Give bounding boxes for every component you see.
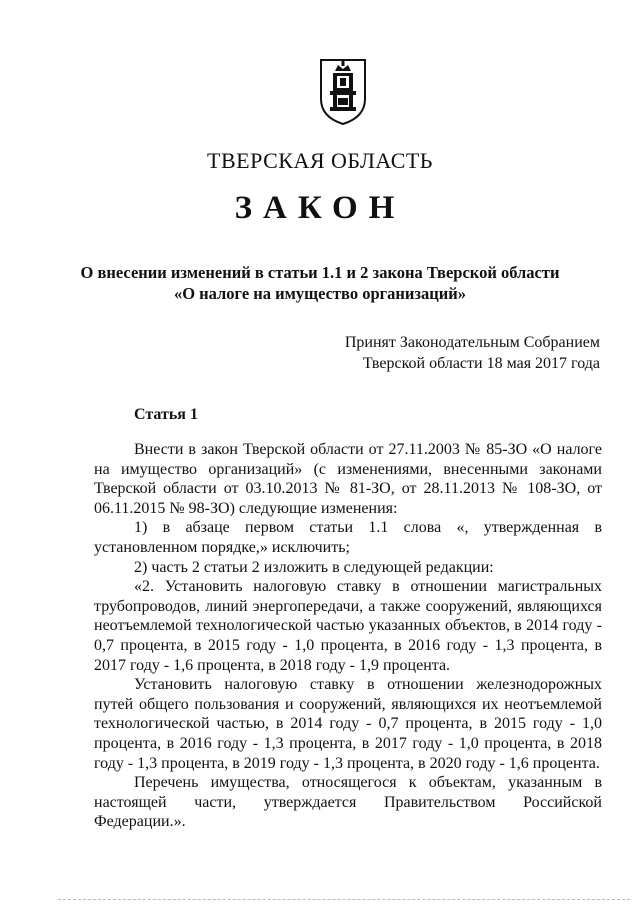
article-paragraph: Внести в закон Тверской области от 27.11.2003 № 85-ЗО «О налоге на имущество организаций» (с изменениями, внесенными законами Тверской области от 03.10.2013 № 81-ЗО, от 28.11.2013 № 108-ЗО, от 06.11.2015 № 98-ЗО) следующие изменения:: [94, 441, 602, 517]
adoption-line-2: Тверской области 18 мая 2017 года: [362, 355, 600, 372]
adoption-note: [345, 332, 600, 374]
document-type-heading: ЗАКОН: [234, 190, 406, 226]
article-body: [94, 440, 602, 832]
coat-of-arms-icon: [318, 57, 368, 127]
article-title: Статья 1: [134, 406, 198, 423]
article-paragraph: «2. Установить налоговую ставку в отношении магистральных трубопроводов, линий энергопередачи, а также сооружений, являющихся неотъемлемой технологической частью указанных объектов, в 2014 году - 0,7 процента, в 2015 году - 1,0 процента, в 2016 году - 1,3 процента, в 2017 году - 1,6 процента, в 2018 году - 1,9 процента.: [94, 578, 602, 674]
page-bottom-divider: [58, 899, 630, 900]
law-subject: [0, 262, 640, 304]
article-paragraph: Установить налоговую ставку в отношении железнодорожных путей общего пользования и сооружений, являющихся их неотъемлемой технологической частью, в 2014 году - 0,7 процента, в 2015 году - 1,0 процента, в 2016 году - 1,3 процента, в 2017 году - 1,0 процента, в 2018 году - 1,3 процента, в 2019 году - 1,3 процента, в 2020 году - 1,6 процента.: [94, 676, 602, 772]
adoption-line-1: Принят Законодательным Собранием: [344, 334, 600, 351]
article-paragraph: 2) часть 2 статьи 2 изложить в следующей редакции:: [134, 558, 494, 576]
law-subject-line-2: «О налоге на имущество организаций»: [173, 284, 467, 303]
article-paragraph: Перечень имущества, относящегося к объектам, указанным в настоящей части, утверждается Правительством Российской Федерации.».: [94, 774, 602, 831]
region-heading: ТВЕРСКАЯ ОБЛАСТЬ: [207, 148, 433, 173]
law-subject-line-1: О внесении изменений в статьи 1.1 и 2 закона Тверской области: [80, 263, 560, 282]
article-paragraph: 1) в абзаце первом статьи 1.1 слова «, утвержденная в установленном порядке,» исключить;: [94, 519, 602, 556]
